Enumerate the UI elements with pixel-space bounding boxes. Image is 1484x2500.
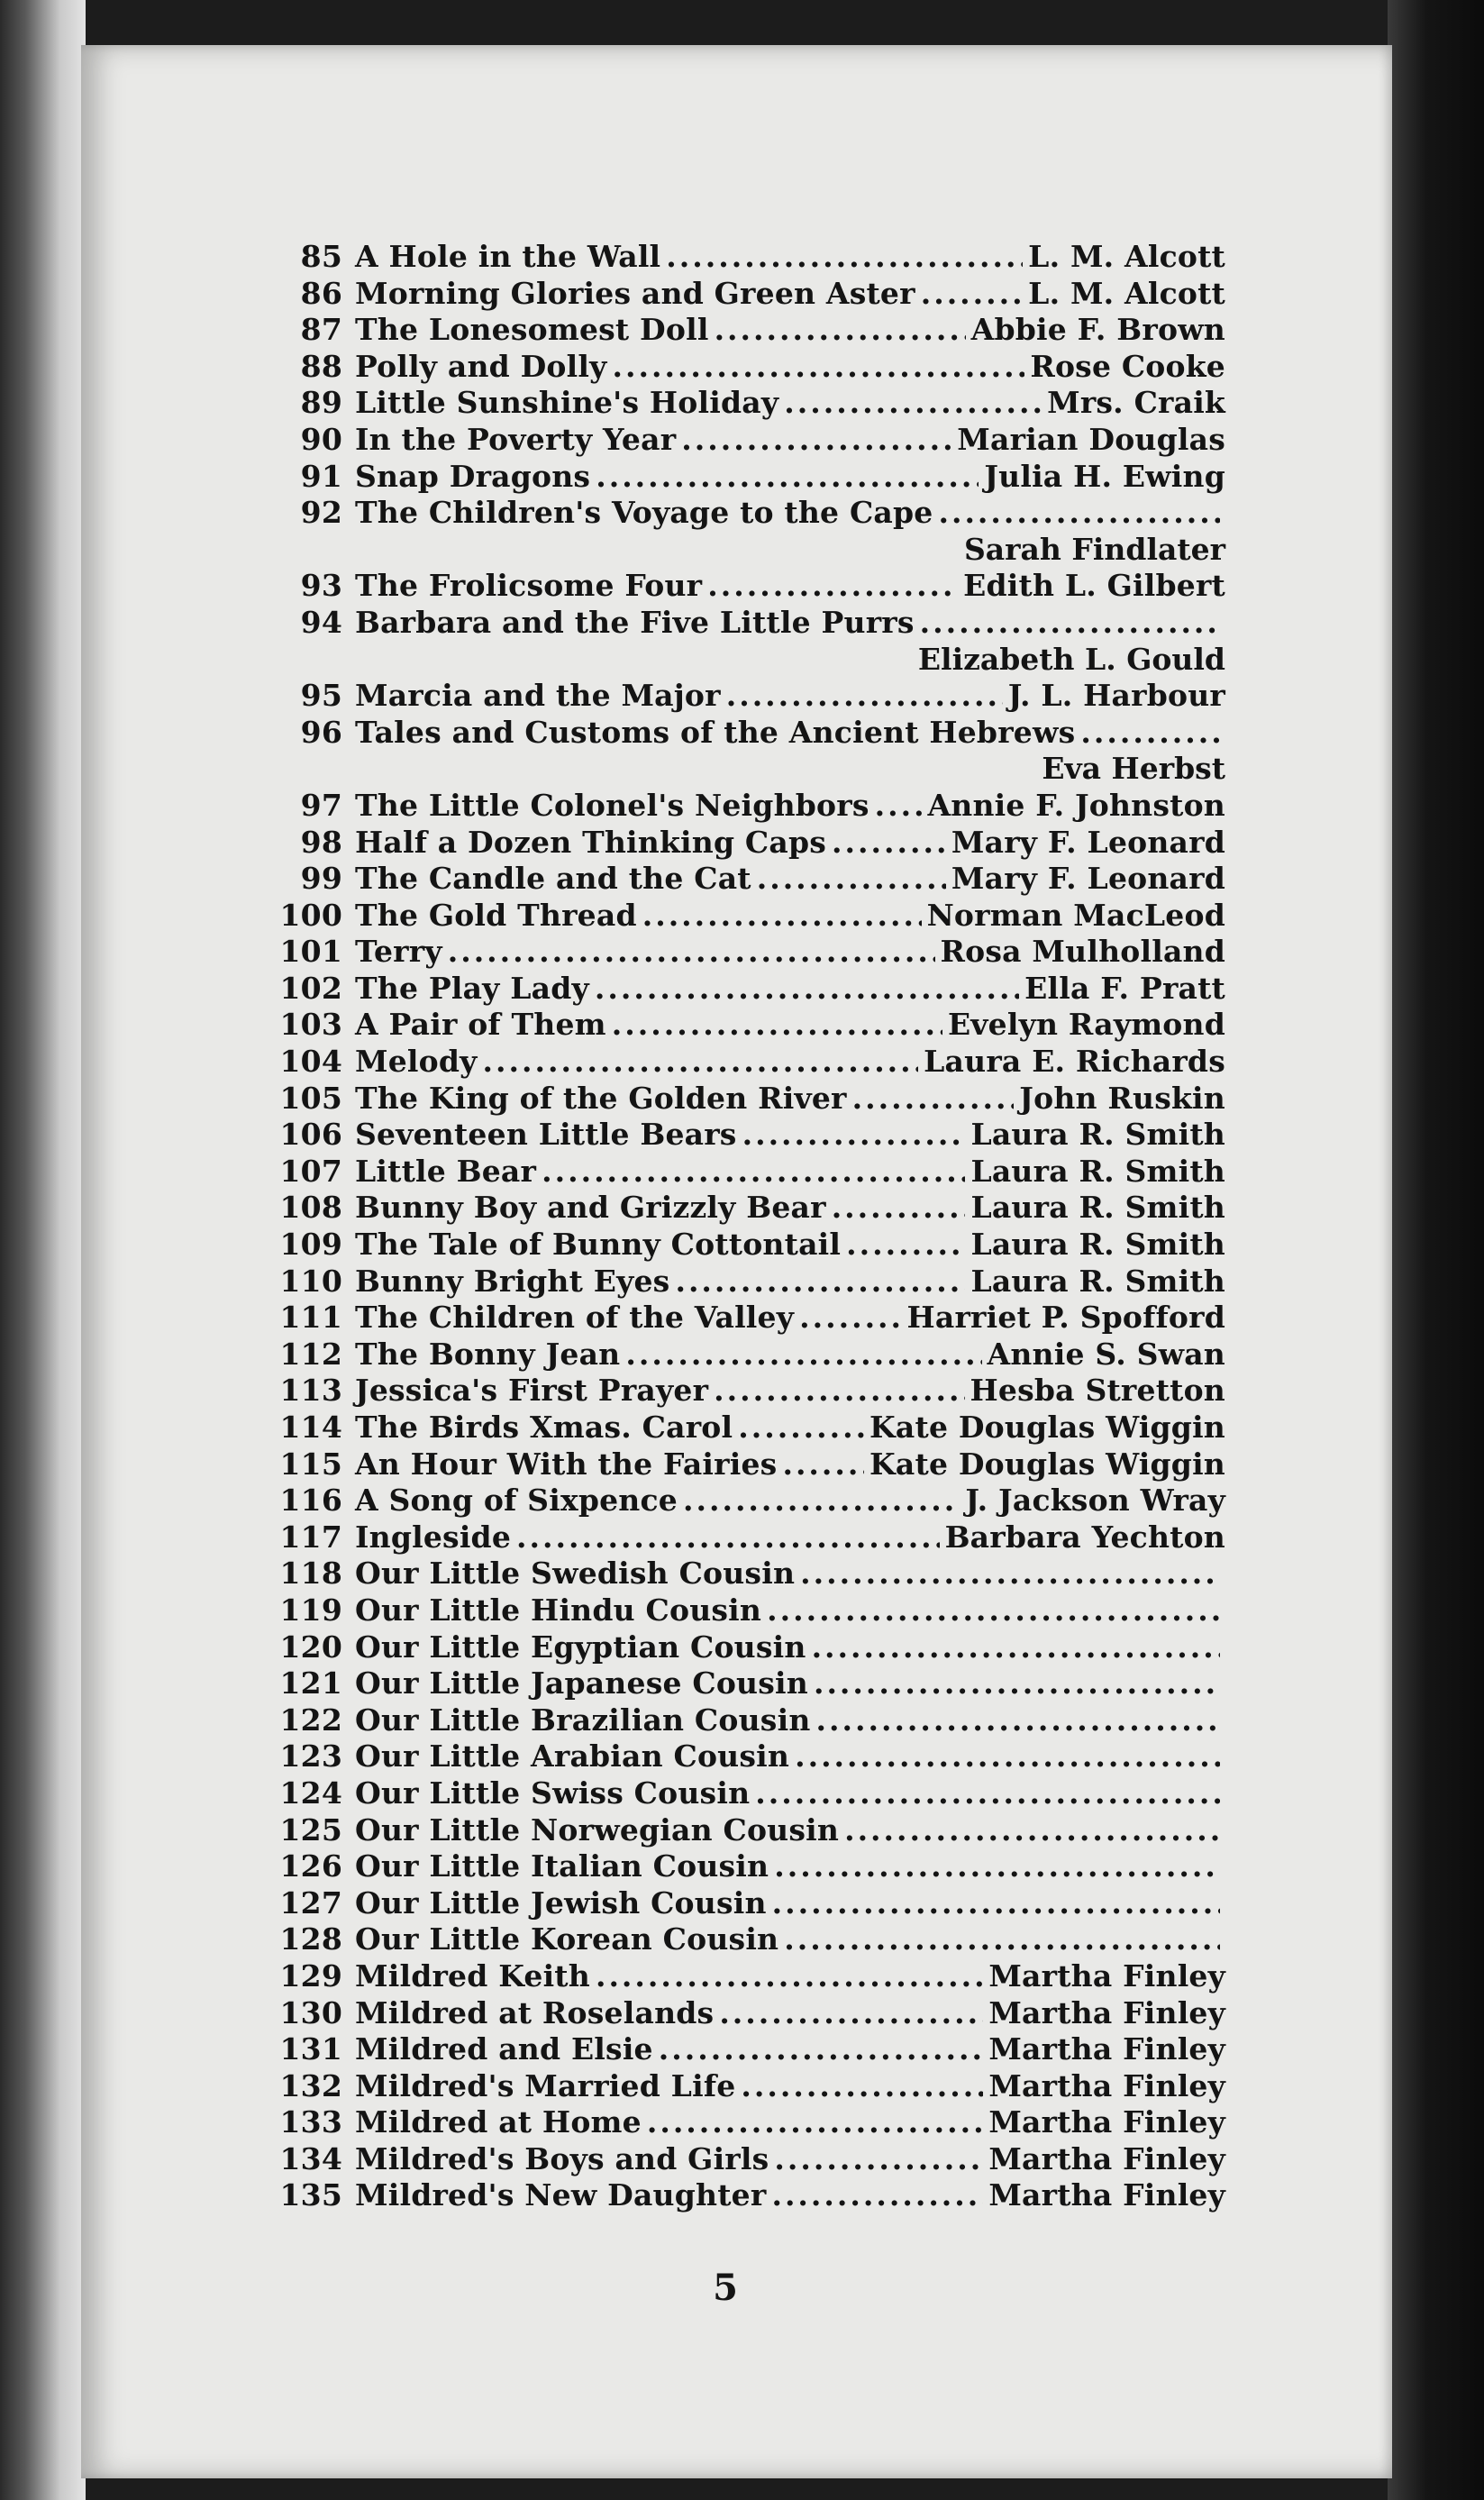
entry-title: Our Little Swedish Cousin <box>355 1556 796 1592</box>
dot-leader <box>714 1373 964 1408</box>
entry-number: 115 <box>279 1446 342 1482</box>
entry-number: 85 <box>300 239 342 274</box>
entry-number: 122 <box>279 1702 342 1738</box>
entry-title: The Play Lady <box>355 970 589 1006</box>
entry-author: Laura R. Smith <box>970 1263 1225 1299</box>
entry-number: 108 <box>279 1190 342 1226</box>
list-item <box>257 568 1225 605</box>
entry-number: 101 <box>279 934 342 970</box>
entry-author: Martha Finley <box>988 2104 1225 2140</box>
dot-leader <box>647 2104 983 2140</box>
dot-leader <box>659 2031 984 2067</box>
list-item <box>257 239 1225 276</box>
list-item <box>257 1812 1225 1849</box>
entry-number: 113 <box>279 1373 342 1409</box>
entry-title: Mildred's New Daughter <box>355 2177 767 2213</box>
entry-number: 129 <box>279 1957 342 1994</box>
entry-author: Norman MacLeod <box>926 897 1225 933</box>
entry-number: 100 <box>279 897 342 933</box>
entry-author: Laura R. Smith <box>970 1227 1225 1263</box>
entry-title: Half a Dozen Thinking Caps <box>355 824 827 860</box>
dot-leader <box>742 1117 966 1152</box>
entry-title: Our Little Jewish Cousin <box>355 1884 767 1921</box>
list-item <box>257 2177 1225 2214</box>
entry-number: 106 <box>279 1117 342 1153</box>
dot-leader <box>707 568 958 603</box>
entry-number: 96 <box>300 714 342 750</box>
entry-author: L. M. Alcott <box>1028 239 1225 274</box>
entry-author: Martha Finley <box>988 2140 1225 2176</box>
list-item <box>257 971 1225 1008</box>
dot-leader <box>738 1410 864 1445</box>
entry-title: Our Little Hindu Cousin <box>355 1592 762 1628</box>
dot-leader <box>852 1081 1015 1116</box>
dot-leader <box>921 276 1023 311</box>
entry-number: 91 <box>300 458 342 494</box>
entry-author: Kate Douglas Wiggin <box>869 1446 1225 1482</box>
entry-author: Martha Finley <box>988 1994 1225 2030</box>
list-item <box>257 1556 1225 1592</box>
list-item <box>257 825 1225 862</box>
dot-leader <box>595 971 1019 1006</box>
dot-leader <box>757 861 946 896</box>
dot-leader <box>681 422 951 457</box>
book-list <box>257 239 1225 2214</box>
list-item <box>257 934 1225 971</box>
list-item <box>257 385 1225 422</box>
dot-leader <box>448 934 935 969</box>
entry-author: Laura E. Richards <box>924 1044 1225 1080</box>
dot-leader <box>741 2068 983 2103</box>
entry-author: Evelyn Raymond <box>947 1007 1225 1043</box>
entry-author: Harriet P. Spofford <box>906 1300 1225 1336</box>
list-item <box>257 1702 1225 1739</box>
dot-leader <box>774 1848 1220 1884</box>
dot-leader <box>516 1519 940 1555</box>
entry-title: The Little Colonel's Neighbors <box>355 787 869 823</box>
entry-number: 133 <box>279 2104 342 2140</box>
entry-title: Snap Dragons <box>355 458 591 494</box>
entry-number: 98 <box>300 824 342 860</box>
entry-number: 86 <box>300 275 342 311</box>
dot-leader <box>938 495 1220 530</box>
entry-number: 131 <box>279 2031 342 2067</box>
entry-number: 102 <box>279 970 342 1006</box>
entry-number: 135 <box>279 2177 342 2213</box>
entry-title: Little Bear <box>355 1153 537 1189</box>
entry-number: 112 <box>279 1336 342 1372</box>
dot-leader <box>875 788 923 823</box>
entry-title: Our Little Norwegian Cousin <box>355 1811 840 1848</box>
dot-leader <box>612 1007 942 1042</box>
entry-author: Mary F. Leonard <box>951 824 1225 860</box>
dot-leader <box>767 1592 1220 1628</box>
entry-number: 130 <box>279 1994 342 2030</box>
dot-leader <box>542 1154 965 1189</box>
dot-leader <box>613 349 1025 384</box>
entry-title: The Bonny Jean <box>355 1336 621 1372</box>
list-item <box>257 1519 1225 1556</box>
entry-number: 92 <box>300 495 342 531</box>
list-item <box>257 1337 1225 1373</box>
entry-number: 94 <box>300 604 342 640</box>
dot-leader <box>625 1337 981 1372</box>
entry-number: 104 <box>279 1044 342 1080</box>
entry-number: 110 <box>279 1263 342 1299</box>
entry-title: Mildred and Elsie <box>355 2031 653 2067</box>
list-item <box>257 459 1225 496</box>
list-item <box>257 2141 1225 2178</box>
list-item <box>257 1410 1225 1446</box>
list-item <box>257 1154 1225 1191</box>
entry-author: Hesba Stretton <box>970 1373 1225 1409</box>
list-item <box>257 2068 1225 2105</box>
list-item <box>257 1483 1225 1519</box>
list-item <box>257 1117 1225 1154</box>
list-item <box>257 1044 1225 1081</box>
entry-title: Mildred Keith <box>355 1957 590 1994</box>
entry-title: Ingleside <box>355 1519 512 1555</box>
entry-number: 123 <box>279 1738 342 1775</box>
entry-author: Julia H. Ewing <box>984 458 1225 494</box>
entry-author-line: Eva Herbst <box>1042 751 1225 787</box>
dot-leader <box>812 1629 1220 1665</box>
dot-leader <box>782 1446 864 1482</box>
list-item <box>257 1958 1225 1995</box>
entry-author: Martha Finley <box>988 2177 1225 2213</box>
list-item <box>257 678 1225 715</box>
entry-number: 114 <box>279 1410 342 1445</box>
entry-number: 125 <box>279 1811 342 1848</box>
entry-author: J. L. Harbour <box>1007 678 1225 714</box>
dot-leader <box>844 1812 1220 1848</box>
entry-title: Our Little Italian Cousin <box>355 1848 769 1884</box>
entry-title: An Hour With the Fairies <box>355 1446 778 1482</box>
entry-author: Laura R. Smith <box>970 1190 1225 1226</box>
entry-title: Marcia and the Major <box>355 678 721 714</box>
entry-title: Bunny Bright Eyes <box>355 1263 670 1299</box>
entry-number: 97 <box>300 787 342 823</box>
list-item <box>257 1300 1225 1337</box>
entry-title: Mildred at Roselands <box>355 1994 715 2030</box>
entry-title: Bunny Boy and Grizzly Bear <box>355 1190 826 1226</box>
entry-title: The Candle and the Cat <box>355 861 751 897</box>
list-item <box>257 349 1225 386</box>
dot-leader <box>832 825 946 860</box>
entry-title: Morning Glories and Green Aster <box>355 275 915 311</box>
dot-leader <box>755 1775 1220 1811</box>
entry-author-line: Elizabeth L. Gould <box>917 641 1225 677</box>
background-edge <box>1388 0 1484 2500</box>
list-item <box>257 1885 1225 1922</box>
list-item <box>257 1738 1225 1775</box>
entry-title: Our Little Egyptian Cousin <box>355 1629 806 1665</box>
dot-leader <box>596 459 979 494</box>
entry-title: Mildred's Boys and Girls <box>355 2140 769 2176</box>
dot-leader <box>715 312 966 347</box>
binding-shadow <box>0 0 86 2500</box>
entry-author: L. M. Alcott <box>1028 275 1225 311</box>
list-item <box>257 312 1225 349</box>
dot-leader <box>846 1227 965 1262</box>
entry-author: Laura R. Smith <box>970 1153 1225 1189</box>
entry-number: 107 <box>279 1153 342 1189</box>
entry-author: Ella F. Pratt <box>1024 970 1225 1006</box>
entry-author: Martha Finley <box>988 2067 1225 2103</box>
entry-number: 134 <box>279 2140 342 2176</box>
entry-number: 111 <box>279 1300 342 1336</box>
entry-author: Laura R. Smith <box>970 1117 1225 1153</box>
list-item <box>257 1264 1225 1300</box>
list-item <box>257 1921 1225 1958</box>
entry-title: The Lonesomest Doll <box>355 312 709 348</box>
entry-title: A Song of Sixpence <box>355 1483 678 1519</box>
entry-title: The Children's Voyage to the Cape <box>355 495 933 531</box>
list-item <box>257 495 1225 532</box>
list-item <box>257 1592 1225 1629</box>
page-number: 5 <box>713 2267 738 2309</box>
entry-number: 90 <box>300 421 342 457</box>
entry-number: 88 <box>300 348 342 384</box>
list-item <box>257 422 1225 459</box>
list-item <box>257 1995 1225 2032</box>
entry-author: Mary F. Leonard <box>951 861 1225 897</box>
entry-author: Annie S. Swan <box>987 1336 1225 1372</box>
entry-number: 109 <box>279 1227 342 1263</box>
entry-author: Rosa Mulholland <box>940 934 1225 970</box>
dot-leader <box>726 678 1003 713</box>
entry-author: Barbara Yechton <box>944 1519 1225 1555</box>
entry-author: Rose Cooke <box>1030 348 1225 384</box>
dot-leader <box>832 1190 966 1225</box>
entry-title: The King of the Golden River <box>355 1080 847 1116</box>
entry-number: 126 <box>279 1848 342 1884</box>
entry-title: Our Little Japanese Cousin <box>355 1665 808 1702</box>
entry-title: The Birds Xmas. Carol <box>355 1410 733 1445</box>
dot-leader <box>784 385 1042 420</box>
entry-title: The Tale of Bunny Cottontail <box>355 1227 842 1263</box>
list-item <box>257 1227 1225 1264</box>
entry-author: Kate Douglas Wiggin <box>869 1410 1225 1445</box>
entry-number: 93 <box>300 568 342 604</box>
dot-leader <box>675 1264 965 1299</box>
entry-title: A Hole in the Wall <box>355 239 661 274</box>
entry-number: 95 <box>300 678 342 714</box>
entry-author: Martha Finley <box>988 2031 1225 2067</box>
dot-leader <box>784 1921 1220 1957</box>
entry-author-line: Sarah Findlater <box>963 531 1225 567</box>
dot-leader <box>483 1044 919 1079</box>
entry-author: Annie F. Johnston <box>927 787 1225 823</box>
entry-title: Mildred's Married Life <box>355 2067 736 2103</box>
entry-number: 103 <box>279 1007 342 1043</box>
entry-number: 89 <box>300 385 342 421</box>
entry-title: Little Sunshine's Holiday <box>355 385 779 421</box>
entry-title: Tales and Customs of the Ancient Hebrews <box>355 714 1076 750</box>
entry-number: 105 <box>279 1080 342 1116</box>
dot-leader <box>814 1665 1220 1701</box>
entry-title: Our Little Arabian Cousin <box>355 1738 790 1775</box>
entry-number: 124 <box>279 1775 342 1811</box>
entry-title: The Children of the Valley <box>355 1300 795 1336</box>
entry-title: The Gold Thread <box>355 897 637 933</box>
list-item <box>257 605 1225 642</box>
entry-number: 128 <box>279 1921 342 1957</box>
entry-title: A Pair of Them <box>355 1007 606 1043</box>
entry-title: Barbara and the Five Little Purrs <box>355 604 915 640</box>
entry-number: 121 <box>279 1665 342 1702</box>
entry-title: Melody <box>355 1044 478 1080</box>
entry-number: 118 <box>279 1556 342 1592</box>
list-item <box>257 715 1225 752</box>
entry-author: Edith L. Gilbert <box>963 568 1225 604</box>
dot-leader <box>683 1483 960 1518</box>
dot-leader <box>719 1995 983 2030</box>
list-item <box>257 1629 1225 1666</box>
entry-number: 117 <box>279 1519 342 1555</box>
list-item <box>257 1373 1225 1410</box>
dot-leader <box>666 239 1023 274</box>
entry-author: Marian Douglas <box>957 421 1225 457</box>
entry-number: 127 <box>279 1884 342 1921</box>
list-item <box>257 1446 1225 1483</box>
entry-author: Mrs. Craik <box>1047 385 1225 421</box>
dot-leader <box>800 1556 1220 1591</box>
entry-author: J. Jackson Wray <box>965 1483 1225 1519</box>
list-item <box>257 861 1225 898</box>
entry-number: 120 <box>279 1629 342 1665</box>
entry-title: In the Poverty Year <box>355 421 677 457</box>
list-item <box>257 1081 1225 1118</box>
entry-title: The Frolicsome Four <box>355 568 703 604</box>
list-item <box>257 1007 1225 1044</box>
dot-leader <box>771 2177 983 2213</box>
entry-title: Our Little Swiss Cousin <box>355 1775 751 1811</box>
list-item <box>257 1848 1225 1885</box>
list-item <box>257 2104 1225 2141</box>
entry-author: Martha Finley <box>988 1957 1225 1994</box>
entry-title: Terry <box>355 934 442 970</box>
dot-leader <box>795 1738 1220 1774</box>
entry-title: Our Little Korean Cousin <box>355 1921 779 1957</box>
dot-leader <box>816 1702 1220 1738</box>
entry-author: Abbie F. Brown <box>970 312 1225 348</box>
dot-leader <box>1080 715 1220 750</box>
entry-number: 132 <box>279 2067 342 2103</box>
entry-number: 119 <box>279 1592 342 1628</box>
list-item <box>257 1775 1225 1812</box>
entry-title: Our Little Brazilian Cousin <box>355 1702 811 1738</box>
entry-number: 116 <box>279 1483 342 1519</box>
entry-number: 87 <box>300 312 342 348</box>
entry-title: Mildred at Home <box>355 2104 642 2140</box>
dot-leader <box>642 898 922 933</box>
dot-leader <box>920 605 1220 640</box>
list-item <box>257 276 1225 313</box>
entry-title: Jessica's First Prayer <box>355 1373 709 1409</box>
list-item <box>257 1190 1225 1227</box>
entry-author: John Ruskin <box>1019 1080 1225 1116</box>
list-item <box>257 788 1225 825</box>
dot-leader <box>596 1958 983 1994</box>
dot-leader <box>799 1300 901 1335</box>
entry-title: Polly and Dolly <box>355 348 607 384</box>
dot-leader <box>772 1885 1220 1921</box>
list-item <box>257 2031 1225 2068</box>
entry-title: Seventeen Little Bears <box>355 1117 737 1153</box>
list-item <box>257 898 1225 935</box>
dot-leader <box>774 2141 983 2176</box>
list-item <box>257 1665 1225 1702</box>
entry-number: 99 <box>300 861 342 897</box>
